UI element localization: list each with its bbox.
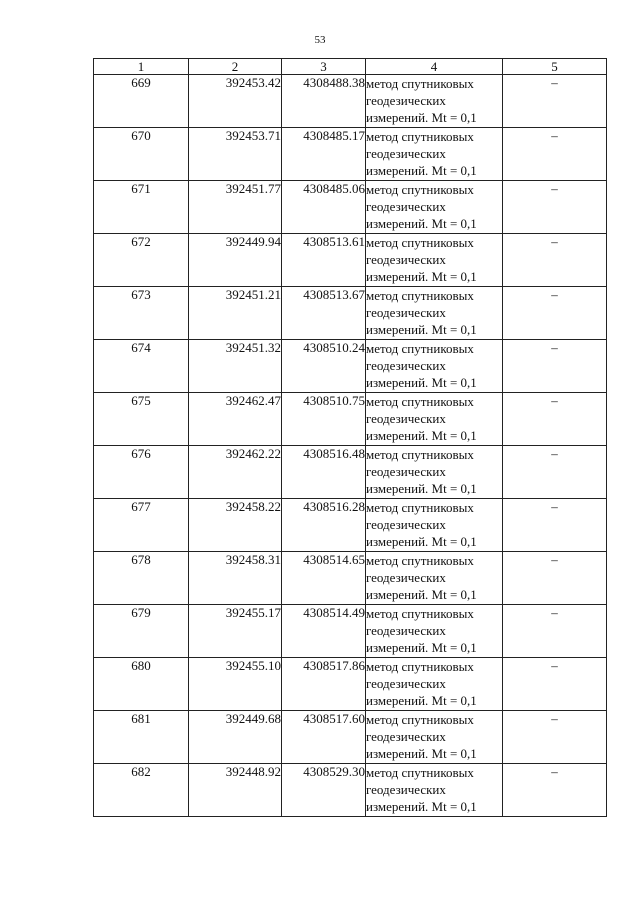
- table-header-row: [94, 59, 607, 75]
- table-row: [94, 658, 607, 711]
- x-coordinate-cell: 392462.47: [189, 393, 282, 446]
- point-number-cell: 681: [94, 711, 189, 764]
- method-line: геодезических: [366, 676, 446, 691]
- method-line: геодезических: [366, 252, 446, 267]
- method-line: геодезических: [366, 464, 446, 479]
- method-cell: [366, 234, 503, 287]
- method-line: геодезических: [366, 570, 446, 585]
- point-number-cell: 670: [94, 128, 189, 181]
- point-number-cell: 679: [94, 605, 189, 658]
- method-line: геодезических: [366, 199, 446, 214]
- table-row: [94, 711, 607, 764]
- method-cell: [366, 658, 503, 711]
- y-coordinate-cell: 4308529.30: [282, 764, 366, 817]
- y-coordinate-cell: 4308488.38: [282, 75, 366, 128]
- method-line: измерений. Mt = 0,1: [366, 322, 477, 337]
- y-coordinate-cell: 4308517.86: [282, 658, 366, 711]
- method-cell: [366, 552, 503, 605]
- y-coordinate-cell: 4308516.28: [282, 499, 366, 552]
- x-coordinate-cell: 392458.22: [189, 499, 282, 552]
- table-row: [94, 605, 607, 658]
- method-cell: [366, 340, 503, 393]
- x-coordinate-cell: 392458.31: [189, 552, 282, 605]
- method-line: геодезических: [366, 305, 446, 320]
- page-number: 53: [314, 34, 326, 46]
- y-coordinate-cell: 4308513.67: [282, 287, 366, 340]
- note-cell: –: [503, 287, 607, 340]
- method-line: метод спутниковых: [366, 553, 474, 568]
- method-line: метод спутниковых: [366, 76, 474, 91]
- method-cell: [366, 499, 503, 552]
- method-line: метод спутниковых: [366, 712, 474, 727]
- y-coordinate-cell: 4308513.61: [282, 234, 366, 287]
- note-cell: –: [503, 499, 607, 552]
- x-coordinate-cell: 392455.10: [189, 658, 282, 711]
- method-line: измерений. Mt = 0,1: [366, 799, 477, 814]
- y-coordinate-cell: 4308485.06: [282, 181, 366, 234]
- header-col-2: 2: [189, 59, 282, 75]
- note-cell: –: [503, 128, 607, 181]
- header-col-4: 4: [366, 59, 503, 75]
- point-number-cell: 678: [94, 552, 189, 605]
- y-coordinate-cell: 4308516.48: [282, 446, 366, 499]
- point-number-cell: 674: [94, 340, 189, 393]
- method-line: измерений. Mt = 0,1: [366, 216, 477, 231]
- table-row: [94, 499, 607, 552]
- method-line: измерений. Mt = 0,1: [366, 110, 477, 125]
- note-cell: –: [503, 764, 607, 817]
- header-col-1: 1: [94, 59, 189, 75]
- table-row: [94, 340, 607, 393]
- x-coordinate-cell: 392453.42: [189, 75, 282, 128]
- table-row: [94, 764, 607, 817]
- point-number-cell: 669: [94, 75, 189, 128]
- table-body: [94, 75, 607, 817]
- x-coordinate-cell: 392455.17: [189, 605, 282, 658]
- table-row: [94, 287, 607, 340]
- x-coordinate-cell: 392451.32: [189, 340, 282, 393]
- method-line: геодезических: [366, 782, 446, 797]
- method-cell: [366, 75, 503, 128]
- table-row: [94, 75, 607, 128]
- note-cell: –: [503, 446, 607, 499]
- header-col-3: 3: [282, 59, 366, 75]
- method-line: измерений. Mt = 0,1: [366, 481, 477, 496]
- method-line: метод спутниковых: [366, 288, 474, 303]
- x-coordinate-cell: 392448.92: [189, 764, 282, 817]
- method-line: геодезических: [366, 93, 446, 108]
- method-line: геодезических: [366, 411, 446, 426]
- x-coordinate-cell: 392449.94: [189, 234, 282, 287]
- table-row: [94, 552, 607, 605]
- method-line: метод спутниковых: [366, 606, 474, 621]
- x-coordinate-cell: 392451.77: [189, 181, 282, 234]
- y-coordinate-cell: 4308514.49: [282, 605, 366, 658]
- method-line: измерений. Mt = 0,1: [366, 163, 477, 178]
- point-number-cell: 680: [94, 658, 189, 711]
- method-cell: [366, 711, 503, 764]
- table-row: [94, 393, 607, 446]
- method-line: метод спутниковых: [366, 659, 474, 674]
- method-line: измерений. Mt = 0,1: [366, 746, 477, 761]
- y-coordinate-cell: 4308485.17: [282, 128, 366, 181]
- method-cell: [366, 605, 503, 658]
- y-coordinate-cell: 4308517.60: [282, 711, 366, 764]
- method-line: метод спутниковых: [366, 394, 474, 409]
- note-cell: –: [503, 658, 607, 711]
- header-col-5: 5: [503, 59, 607, 75]
- note-cell: –: [503, 340, 607, 393]
- method-line: геодезических: [366, 517, 446, 532]
- point-number-cell: 672: [94, 234, 189, 287]
- note-cell: –: [503, 711, 607, 764]
- method-line: метод спутниковых: [366, 447, 474, 462]
- method-line: геодезических: [366, 623, 446, 638]
- point-number-cell: 676: [94, 446, 189, 499]
- method-line: измерений. Mt = 0,1: [366, 640, 477, 655]
- method-line: измерений. Mt = 0,1: [366, 269, 477, 284]
- note-cell: –: [503, 181, 607, 234]
- method-line: измерений. Mt = 0,1: [366, 375, 477, 390]
- table-row: [94, 128, 607, 181]
- method-cell: [366, 764, 503, 817]
- note-cell: –: [503, 605, 607, 658]
- table-row: [94, 446, 607, 499]
- y-coordinate-cell: 4308510.24: [282, 340, 366, 393]
- method-line: метод спутниковых: [366, 129, 474, 144]
- table-row: [94, 181, 607, 234]
- method-line: измерений. Mt = 0,1: [366, 428, 477, 443]
- method-line: метод спутниковых: [366, 235, 474, 250]
- method-cell: [366, 287, 503, 340]
- method-line: метод спутниковых: [366, 765, 474, 780]
- method-cell: [366, 393, 503, 446]
- x-coordinate-cell: 392453.71: [189, 128, 282, 181]
- x-coordinate-cell: 392449.68: [189, 711, 282, 764]
- method-line: измерений. Mt = 0,1: [366, 534, 477, 549]
- point-number-cell: 682: [94, 764, 189, 817]
- note-cell: –: [503, 75, 607, 128]
- y-coordinate-cell: 4308514.65: [282, 552, 366, 605]
- method-line: метод спутниковых: [366, 341, 474, 356]
- note-cell: –: [503, 393, 607, 446]
- method-line: метод спутниковых: [366, 500, 474, 515]
- method-line: геодезических: [366, 358, 446, 373]
- method-cell: [366, 128, 503, 181]
- x-coordinate-cell: 392462.22: [189, 446, 282, 499]
- method-cell: [366, 446, 503, 499]
- point-number-cell: 671: [94, 181, 189, 234]
- point-number-cell: 677: [94, 499, 189, 552]
- method-line: измерений. Mt = 0,1: [366, 587, 477, 602]
- coordinates-table: [93, 58, 607, 817]
- x-coordinate-cell: 392451.21: [189, 287, 282, 340]
- method-cell: [366, 181, 503, 234]
- method-line: метод спутниковых: [366, 182, 474, 197]
- method-line: измерений. Mt = 0,1: [366, 693, 477, 708]
- method-line: геодезических: [366, 146, 446, 161]
- table-row: [94, 234, 607, 287]
- y-coordinate-cell: 4308510.75: [282, 393, 366, 446]
- point-number-cell: 673: [94, 287, 189, 340]
- note-cell: –: [503, 552, 607, 605]
- method-line: геодезических: [366, 729, 446, 744]
- note-cell: –: [503, 234, 607, 287]
- point-number-cell: 675: [94, 393, 189, 446]
